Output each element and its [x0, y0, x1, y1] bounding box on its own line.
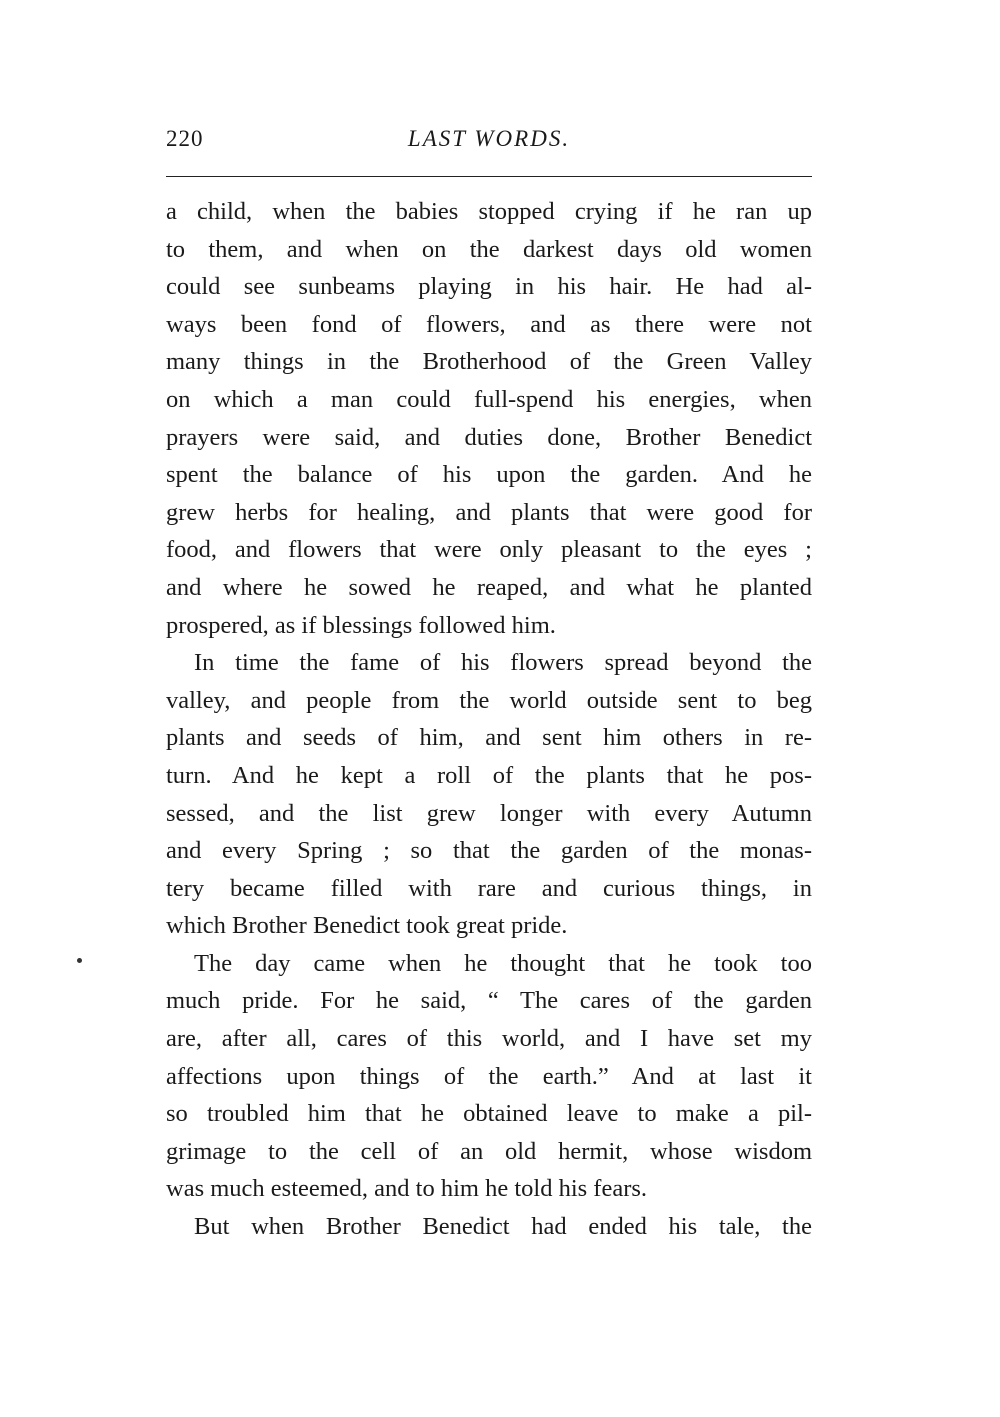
- paragraph-end-line: which Brother Benedict took great pride.: [166, 912, 568, 940]
- page-number: 220: [166, 126, 204, 151]
- paragraph-start-line: The day came when he thought that he took too: [194, 949, 812, 977]
- margin-mark: [77, 958, 82, 963]
- text-line: valley, and people from the world outside sent to beg: [166, 686, 812, 714]
- text-line: tery became filled with rare and curious things, in: [166, 874, 812, 902]
- text-line: sessed, and the list grew longer with every Autumn: [166, 799, 812, 827]
- text-line: to them, and when on the darkest days old women: [166, 235, 812, 263]
- text-line: much pride. For he said, “ The cares of the garden: [166, 987, 812, 1015]
- text-line: ways been fond of flowers, and as there were not: [166, 310, 812, 338]
- text-line: plants and seeds of him, and sent him others in re-: [166, 724, 812, 752]
- text-line: many things in the Brotherhood of the Green Valley: [166, 348, 812, 376]
- running-title: LAST WORDS.: [407, 126, 571, 151]
- text-line: on which a man could full-spend his energies, when: [166, 385, 812, 413]
- text-line: and every Spring ; so that the garden of the monas-: [166, 837, 812, 865]
- text-line: spent the balance of his upon the garden. And he: [166, 461, 812, 489]
- text-line: grew herbs for healing, and plants that were good for: [166, 498, 812, 526]
- running-head: [166, 126, 812, 160]
- body-text: [166, 193, 812, 1246]
- text-line: could see sunbeams playing in his hair. He had al-: [166, 273, 812, 301]
- text-line: grimage to the cell of an old hermit, whose wisdom: [166, 1137, 812, 1165]
- text-line: and where he sowed he reaped, and what he planted: [166, 573, 812, 601]
- paragraph-start-line: But when Brother Benedict had ended his tale, the: [194, 1213, 812, 1241]
- paragraph-start-line: In time the fame of his flowers spread beyond the: [194, 649, 812, 677]
- text-line: affections upon things of the earth.” And at last it: [166, 1062, 812, 1090]
- text-line: prayers were said, and duties done, Brother Benedict: [166, 423, 812, 451]
- text-line: are, after all, cares of this world, and I have set my: [166, 1025, 812, 1053]
- paragraph-end-line: was much esteemed, and to him he told his fears.: [166, 1175, 648, 1203]
- paragraph-end-line: prospered, as if blessings followed him.: [166, 611, 556, 639]
- header-rule: [166, 176, 812, 177]
- text-line: turn. And he kept a roll of the plants that he pos-: [166, 761, 812, 789]
- text-line: so troubled him that he obtained leave to make a pil-: [166, 1100, 812, 1128]
- text-line: food, and flowers that were only pleasant to the eyes ;: [166, 536, 812, 564]
- text-line: a child, when the babies stopped crying if he ran up: [166, 198, 812, 225]
